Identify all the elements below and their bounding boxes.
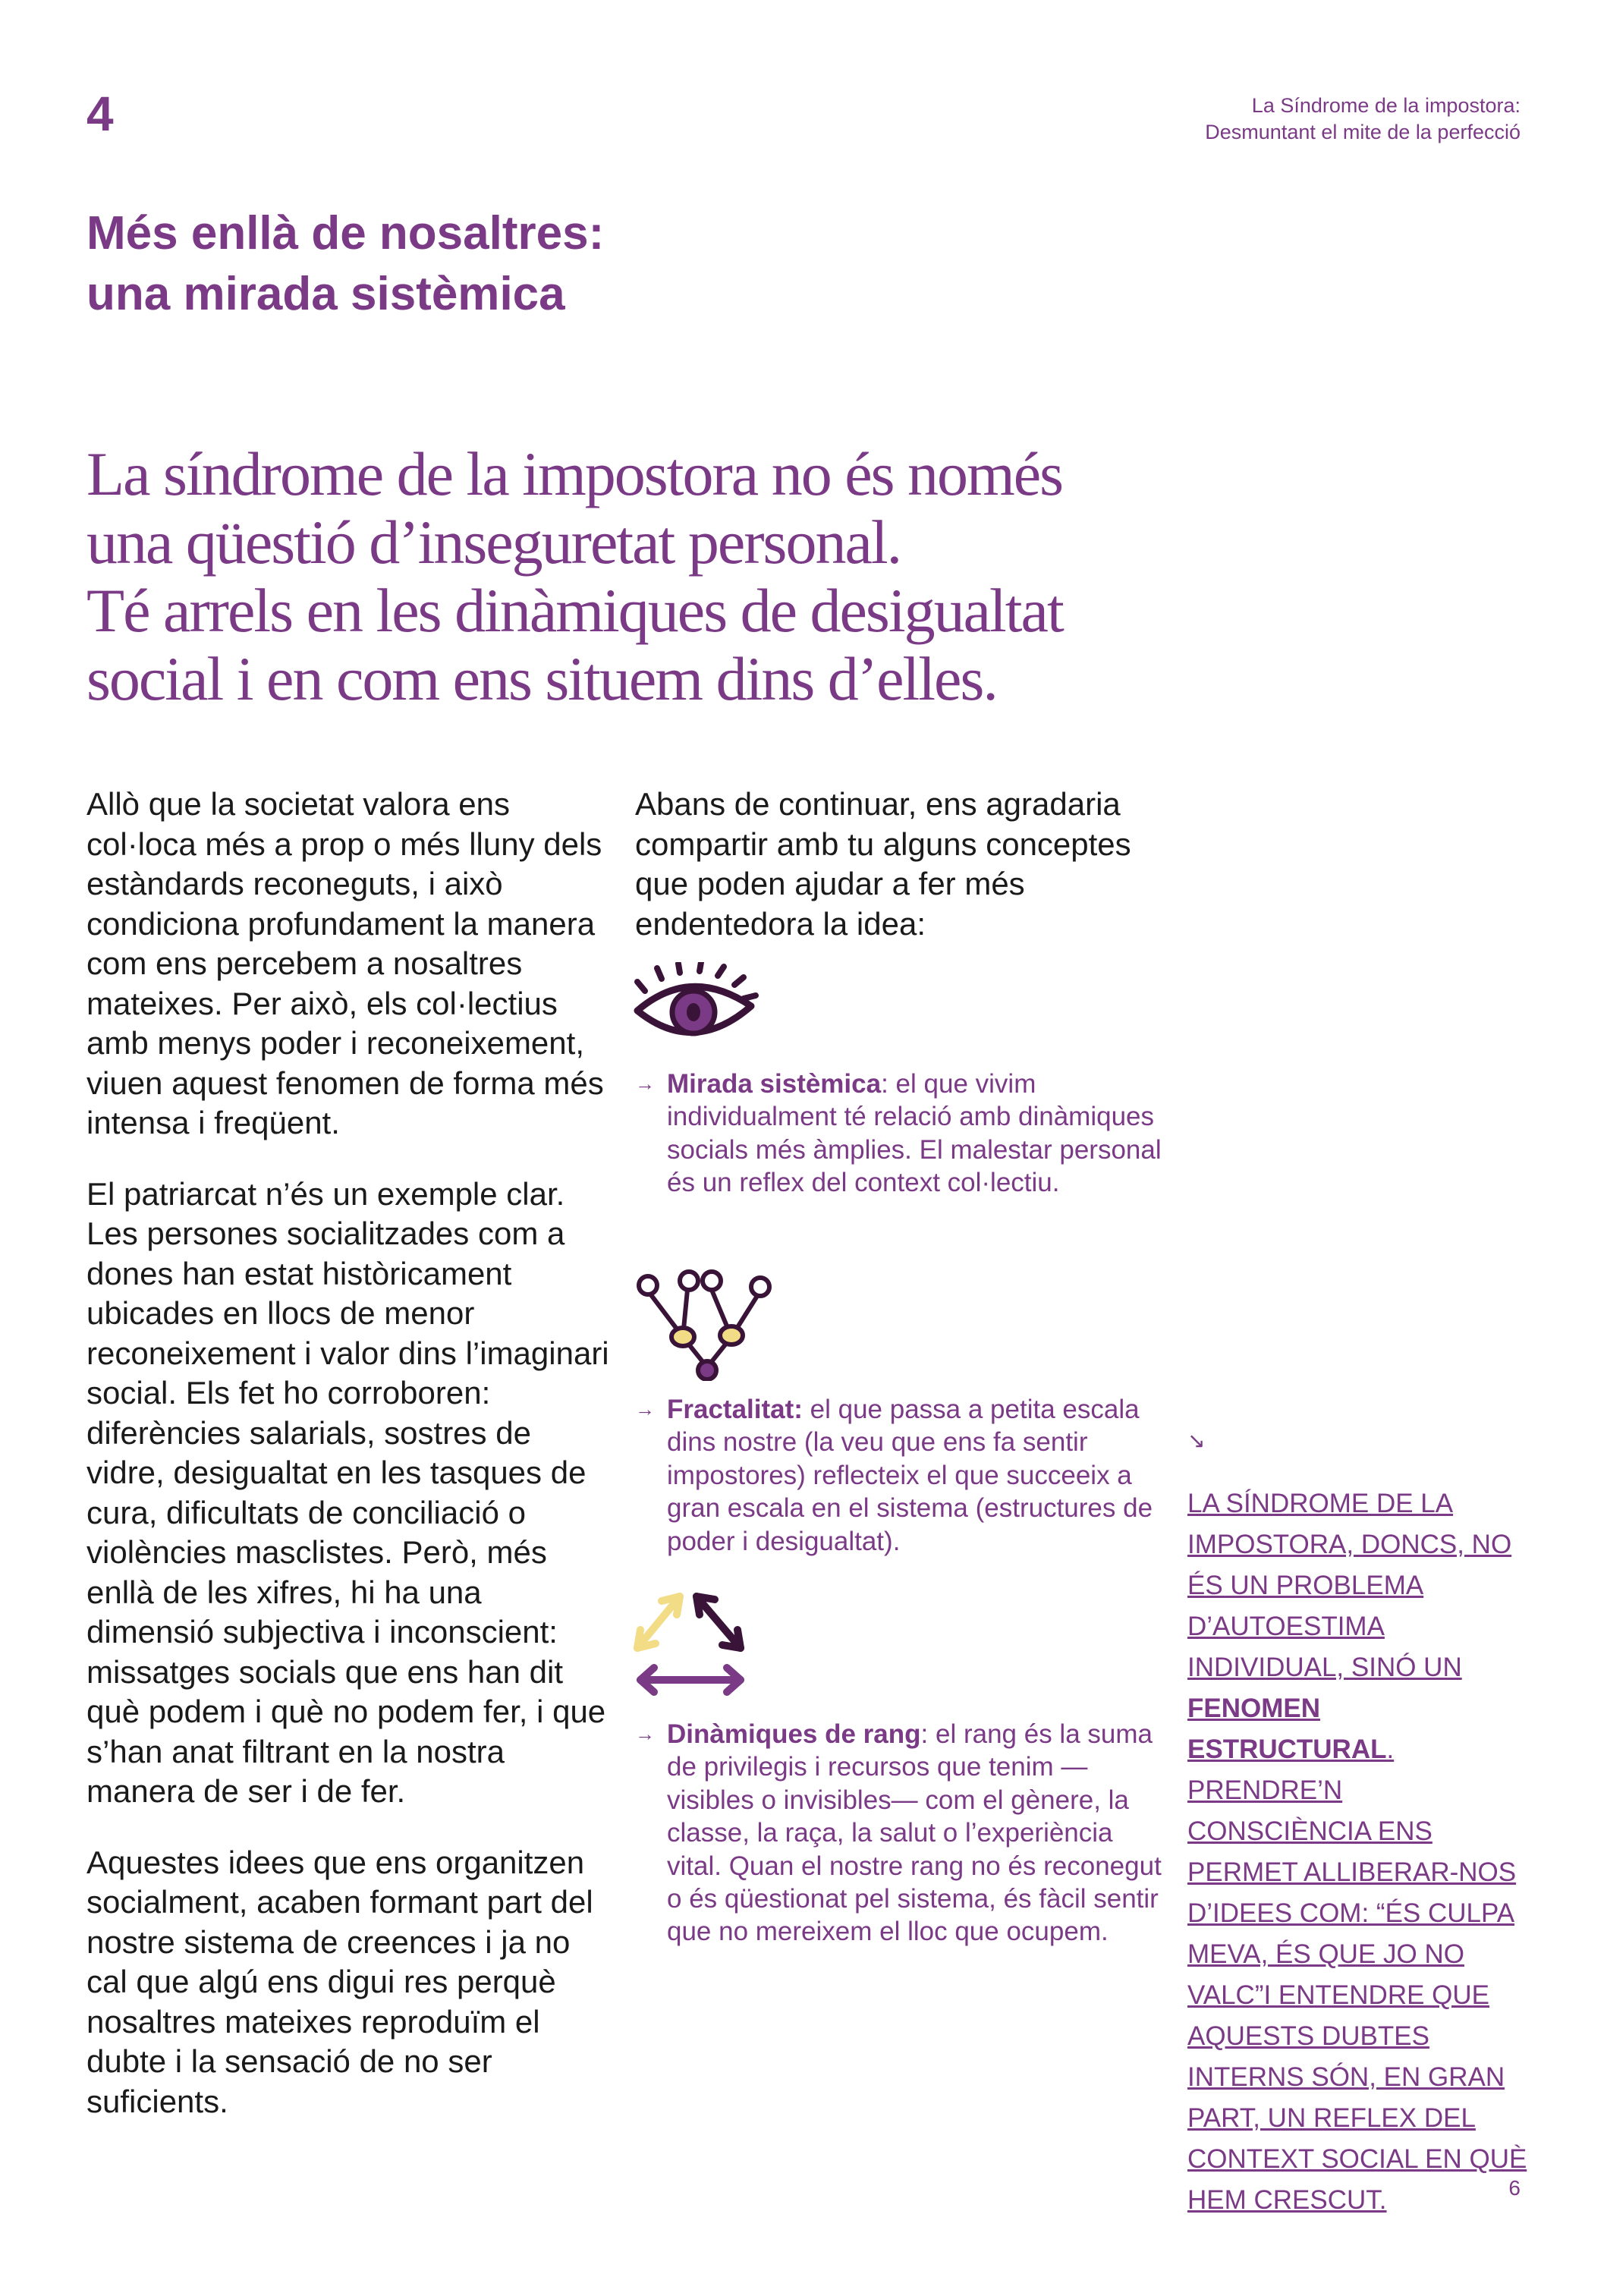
concept-dinamiques-de-rang <box>635 1718 1166 1948</box>
lead-line1: La síndrome de la impostora no és només <box>86 439 1063 508</box>
page-number: 6 <box>1508 2176 1521 2200</box>
section-title <box>86 203 604 325</box>
concept-term: Mirada sistèmica <box>667 1069 882 1099</box>
arrow-right-icon: → <box>635 1398 655 1420</box>
section-title-line1: Més enllà de nosaltres: <box>86 207 605 259</box>
section-title-line2: una mirada sistèmica <box>86 268 565 320</box>
paragraph: Aquestes idees que ens organitzen socialment, acaben formant part del nostre sistema de creences i ja no cal que algú ens digui res perquè nosaltres mateixes reproduïm el dubte i la sensació de no ser suficients. <box>86 1844 593 2119</box>
arrow-right-icon: → <box>635 1072 655 1095</box>
lead-statement <box>86 440 1376 713</box>
concept-separator: : <box>881 1069 888 1099</box>
concept-fractalitat <box>635 1393 1166 1558</box>
concept-definition: el que vivim individualment té relació amb dinàmiques socials més àmplies. El malestar personal és un reflex del context col·lectiu. <box>667 1069 1162 1198</box>
fractal-tree-icon <box>633 1267 777 1381</box>
eye-icon <box>633 962 762 1053</box>
concept-term: Dinàmiques de rang <box>667 1719 921 1749</box>
concept-mirada-sistemica <box>635 1068 1166 1200</box>
concept-text <box>667 1718 1166 1948</box>
quote-text-after: . PRENDRE’N CONSCIÈNCIA ENS PERMET ALLIBERAR-NOS D’IDEES COM: “ÉS CULPA MEVA, ÉS QUE JO NO VALC”I ENTENDRE QUE AQUESTS DUBTES INTERNS SÓN, EN GRAN PART, UN REFLEX DEL CONTEXT SOCIAL EN QUÈ HEM CRESCUT. <box>1187 1735 1527 2215</box>
running-header <box>1205 93 1521 146</box>
concept-text <box>667 1068 1166 1200</box>
concept-term: Fractalitat: <box>667 1395 803 1424</box>
lead-line4: social i en com ens situem dins d’elles. <box>86 644 997 713</box>
running-title-line2: Desmuntant el mite de la perfecció <box>1205 121 1521 143</box>
paragraph: Allò que la societat valora ens col·loca més a prop o més lluny dels estàndards reconeguts, i això condiciona profundament la manera com ens percebem a nosaltres mateixes. Per això, els col·lectius amb menys poder i reconeixement, viuen aquest fenomen de forma més intensa i freqüent. <box>86 786 604 1140</box>
running-title-line1: La Síndrome de la impostora: <box>1251 94 1521 117</box>
quote-text-before: LA SÍNDROME DE LA IMPOSTORA, DONCS, NO ÉS UN PROBLEMA D’AUTOESTIMA INDIVIDUAL, SINÓ UN <box>1187 1489 1512 1682</box>
lead-line3: Té arrels en les dinàmiques de desigualtat <box>86 576 1063 645</box>
pull-quote <box>1187 1483 1529 2221</box>
arrow-right-icon: → <box>635 1722 655 1745</box>
concept-separator: : <box>920 1719 929 1749</box>
body-column-middle-intro <box>635 785 1166 975</box>
paragraph: Abans de continuar, ens agradaria compartir amb tu alguns conceptes que poden ajudar a fer més endentedora la idea: <box>635 786 1131 942</box>
paragraph: El patriarcat n’és un exemple clar. Les persones socialitzades com a dones han estat històricament ubicades en llocs de menor reconeixement i valor dins l’imaginari social. Els fet ho corroboren: diferències salarials, sostres de vidre, desigualtat en les tasques de cura, dificultats de conciliació o violències masclistes. Però, més enllà de les xifres, hi ha una dimensió subjectiva i inconscient: missatges socials que ens han dit què podem i què no podem fer, i que s’han anat filtrant en la nostra manera de ser i de fer. <box>86 1175 609 1809</box>
body-column-left <box>86 785 618 2153</box>
concept-definition: el rang és la suma de privilegis i recursos que tenim —visibles o invisibles— com el gènere, la classe, la raça, la salut o l’experiència vital. Quan el nostre rang no és reconegut o és qüestionat pel sistema, és fàcil sentir que no mereixem el lloc que ocupem. <box>667 1719 1162 1947</box>
rank-arrows-icon <box>630 1584 759 1698</box>
concept-text <box>667 1393 1166 1558</box>
chapter-number: 4 <box>86 86 114 141</box>
quote-text-bold: FENOMEN ESTRUCTURAL <box>1187 1694 1387 1764</box>
concept-definition: el que passa a petita escala dins nostre (la veu que ens fa sentir impostores) reflecteix el que succeeix a gran escala en el sistema (estructures de poder i desigualtat). <box>667 1395 1153 1556</box>
lead-line2: una qüestió d’inseguretat personal. <box>86 508 901 577</box>
arrow-down-right-icon: ↘ <box>1187 1429 1206 1452</box>
